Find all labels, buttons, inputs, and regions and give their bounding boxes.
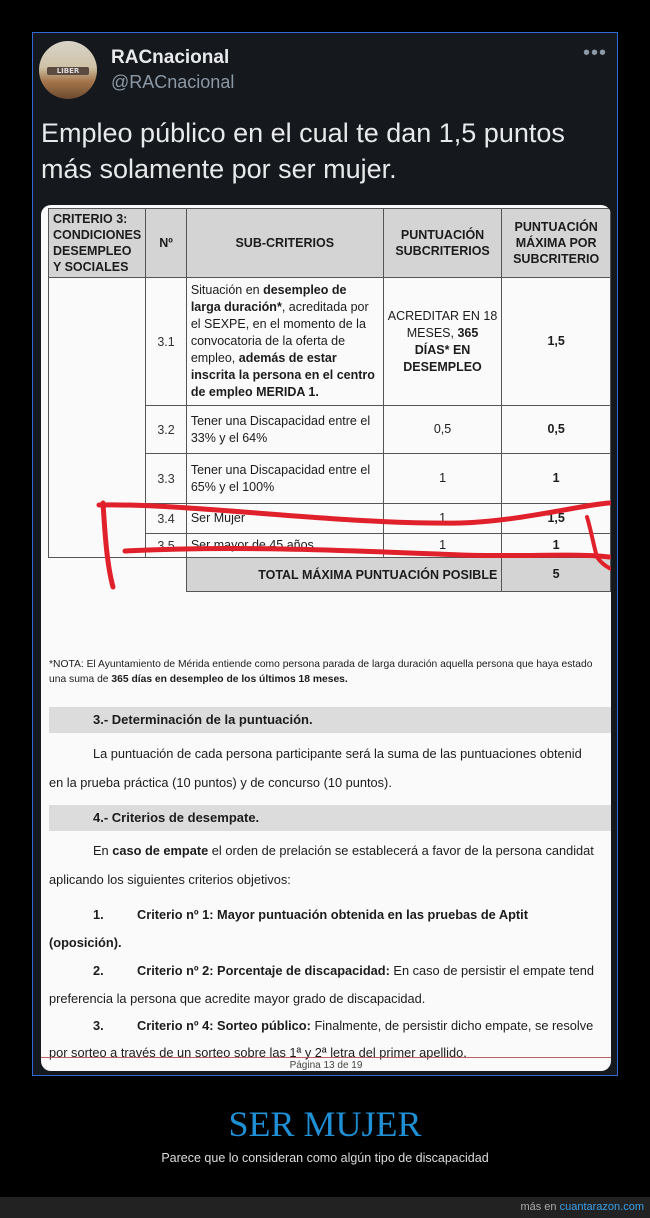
note-text: *NOTA: El Ayuntamiento de Mérida entiende como persona parada de larga duración aquella persona que haya estado una suma de xyxy=(49,659,593,685)
display-name[interactable]: RACnacional xyxy=(111,47,230,68)
row-num: 3.4 xyxy=(146,504,187,534)
tweet-card xyxy=(32,32,618,1076)
row-max: 1,5 xyxy=(502,278,611,406)
header-puntuacion: PUNTUACIÓN SUBCRITERIOS xyxy=(383,209,502,278)
total-row xyxy=(49,558,611,592)
row-max: 1,5 xyxy=(502,504,611,534)
row-punt xyxy=(383,278,502,406)
row-max: 1 xyxy=(502,454,611,504)
row-num: 3.5 xyxy=(146,534,187,558)
list-item xyxy=(49,903,611,927)
criteria-table xyxy=(48,208,611,592)
bottom-bar xyxy=(0,1197,650,1218)
item-rest: En caso de persistir el empate tend xyxy=(389,963,595,978)
table-row xyxy=(49,278,611,406)
item-rest: Finalmente, de persistir dicho empate, se resolve xyxy=(310,1018,594,1033)
item-line2-bold: (oposición). xyxy=(49,935,122,950)
total-spacer xyxy=(49,558,187,592)
row-punt: 1 xyxy=(383,534,502,558)
list-item xyxy=(49,1014,611,1038)
tweet-header xyxy=(39,41,234,99)
item-bold: Criterio nº 4: Sorteo público: xyxy=(137,1018,311,1033)
more-options-icon[interactable]: ••• xyxy=(582,42,607,64)
intro-post: el orden de prelación se establecerá a favor de la persona candidat xyxy=(208,843,594,858)
row-num: 3.3 xyxy=(146,454,187,504)
total-label: TOTAL MÁXIMA PUNTUACIÓN POSIBLE xyxy=(186,558,502,592)
row-max: 1 xyxy=(502,534,611,558)
total-value: 5 xyxy=(502,558,611,592)
item-bold: Criterio nº 2: Porcentaje de discapacidad: xyxy=(137,963,390,978)
criterio-blank-cell xyxy=(49,278,146,558)
avatar-graffiti: LIBER xyxy=(47,67,89,75)
row-desc: Tener una Discapacidad entre el 65% y el 100% xyxy=(186,454,383,504)
item-number: 3. xyxy=(93,1018,104,1033)
desc-bold: desempleo de larga duración* xyxy=(190,283,347,314)
list-item xyxy=(49,959,611,983)
punt-text: ACREDITAR EN 18 MESES, xyxy=(387,308,498,340)
caption-subtitle: Parece que lo consideran como algún tipo de discapacidad xyxy=(161,1151,489,1165)
intro-bold: caso de empate xyxy=(112,843,209,858)
row-punt: 0,5 xyxy=(383,406,502,454)
avatar[interactable] xyxy=(39,41,97,99)
table-note xyxy=(49,657,609,687)
header-maxima: PUNTUACIÓN MÁXIMA POR SUBCRITERIO xyxy=(502,209,611,278)
caption-title[interactable]: SER MUJER xyxy=(228,1104,422,1144)
row-punt: 1 xyxy=(383,454,502,504)
row-num: 3.1 xyxy=(146,278,187,406)
row-desc xyxy=(186,278,383,406)
header-subcriterios: SUB-CRITERIOS xyxy=(186,209,383,278)
item-line2: preferencia la persona que acredite mayor grado de discapacidad. xyxy=(49,991,426,1006)
header-numero: Nº xyxy=(146,209,187,278)
note-bold: 365 días en desempleo de los últimos 18 meses. xyxy=(111,674,348,685)
row-max: 0,5 xyxy=(502,406,611,454)
intro-pre: En xyxy=(93,843,113,858)
header-criterio: CRITERIO 3: CONDICIONES DESEMPLEO Y SOCIALES xyxy=(49,209,146,278)
row-desc: Ser Mujer xyxy=(186,504,383,534)
item-number: 2. xyxy=(93,963,104,978)
item-line2: por sorteo a través de un sorteo sobre las 1ª y 2ª letra del primer apellido. xyxy=(49,1045,467,1060)
attached-document-image[interactable] xyxy=(41,205,611,1071)
punt-bold: 365 DÍAS* EN DESEMPLEO xyxy=(403,325,482,374)
row-punt: 1 xyxy=(383,504,502,534)
bottom-bar-prefix: más en xyxy=(520,1201,560,1213)
tweet-text: Empleo público en el cual te dan 1,5 puntos más solamente por ser mujer. xyxy=(41,118,565,184)
list-item-line2 xyxy=(49,987,611,1011)
section4-title: 4.- Criterios de desempate. xyxy=(49,805,611,831)
desc-text: Situación en xyxy=(190,283,264,297)
row-desc: Tener una Discapacidad entre el 33% y el 64% xyxy=(186,406,383,454)
author-names xyxy=(111,46,234,94)
section4-intro-line2: aplicando los siguientes criterios objetivos: xyxy=(49,872,291,887)
section3-title: 3.- Determinación de la puntuación. xyxy=(49,707,611,733)
item-number: 1. xyxy=(93,907,104,922)
section4-intro xyxy=(49,839,611,863)
row-num: 3.2 xyxy=(146,406,187,454)
item-bold: Criterio nº 1: Mayor puntuación obtenida en las pruebas de Aptit xyxy=(137,907,528,922)
row-desc: Ser mayor de 45 años xyxy=(186,534,383,558)
desc-text: , acreditada por el SEXPE, en el momento de la convocatoria de la oferta de empleo, xyxy=(190,300,369,365)
desc-bold: además de estar inscrita la persona en el centro de empleo MERIDA 1. xyxy=(190,351,375,399)
list-item-line2 xyxy=(49,931,611,955)
table-header-row xyxy=(49,209,611,278)
section3-line1: La puntuación de cada persona participante será la suma de las puntuaciones obtenid xyxy=(93,746,582,761)
site-link[interactable]: cuantarazon.com xyxy=(559,1201,644,1213)
page-footer: Página 13 de 19 xyxy=(41,1057,611,1071)
section3-line2: en la prueba práctica (10 puntos) y de concurso (10 puntos). xyxy=(49,775,392,790)
handle[interactable]: @RACnacional xyxy=(111,72,235,92)
